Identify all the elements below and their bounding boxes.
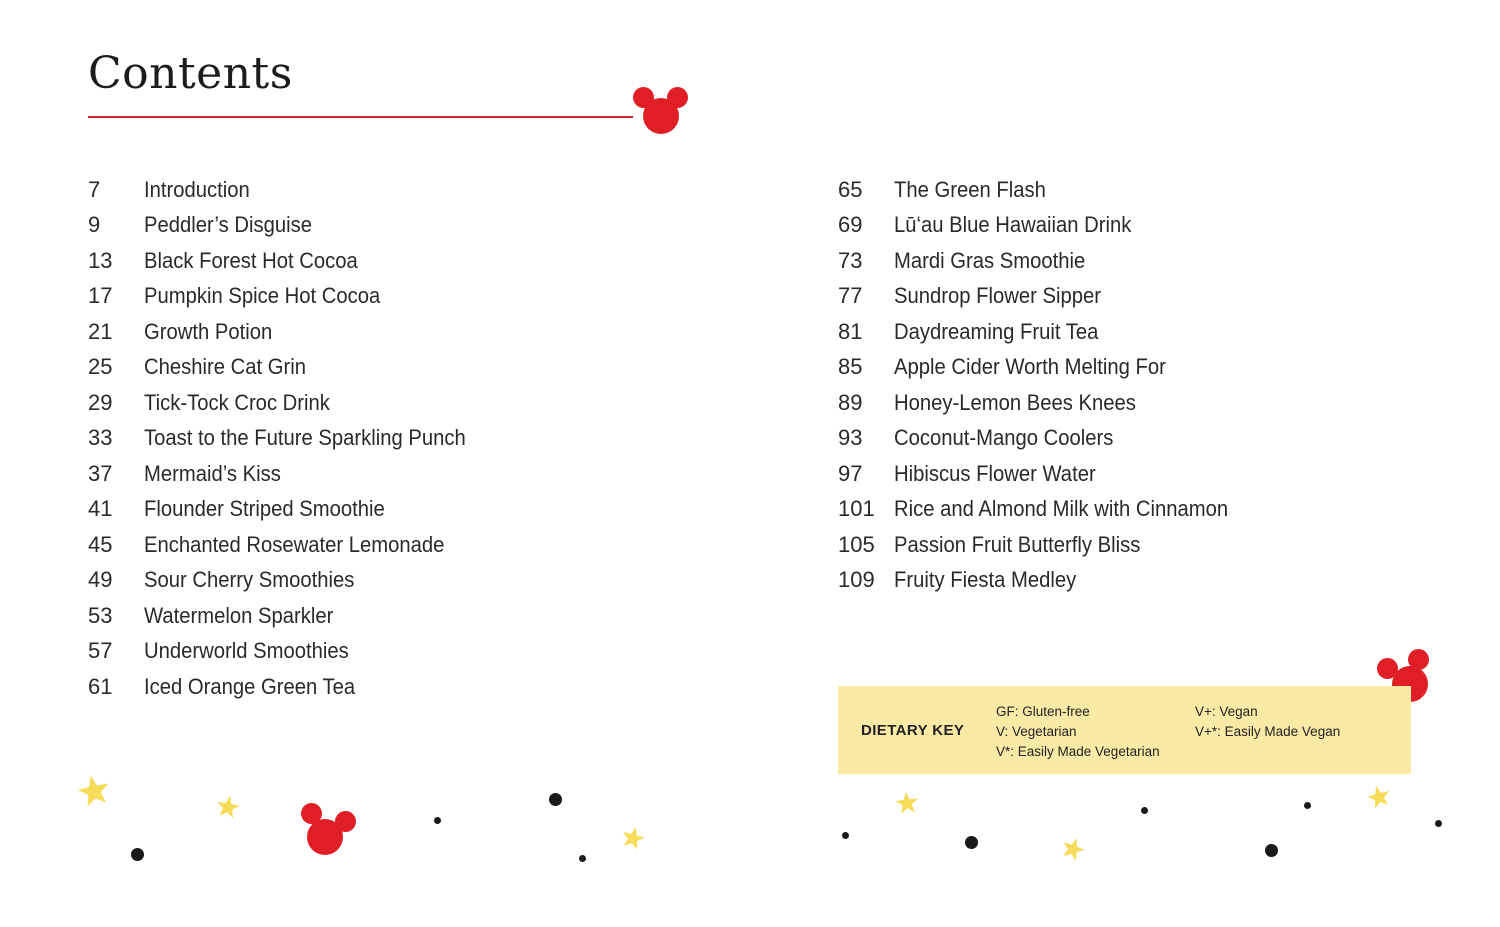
dietary-key-column <box>1195 702 1340 742</box>
toc-title: Fruity Fiesta Medley <box>894 567 1077 593</box>
toc-right-column <box>838 172 1257 598</box>
toc-title: Passion Fruit Butterfly Bliss <box>894 531 1141 557</box>
toc-title: Cheshire Cat Grin <box>144 354 306 380</box>
toc-title: Iced Orange Green Tea <box>144 673 356 699</box>
toc-entry[interactable] <box>88 279 494 315</box>
dot <box>131 848 144 861</box>
dot <box>1265 844 1278 857</box>
toc-entry[interactable] <box>838 492 1257 528</box>
toc-title: Sundrop Flower Sipper <box>894 283 1102 309</box>
toc-title: Apple Cider Worth Melting For <box>894 354 1166 380</box>
toc-entry[interactable] <box>838 208 1257 244</box>
toc-entry[interactable] <box>838 314 1257 350</box>
toc-title: Daydreaming Fruit Tea <box>894 318 1099 344</box>
toc-title: Tick-Tock Croc Drink <box>144 389 330 415</box>
dietary-key-item: GF: Gluten-free <box>996 704 1090 719</box>
toc-page-number: 61 <box>88 673 113 699</box>
toc-page-number: 81 <box>838 318 863 344</box>
toc-page-number: 25 <box>88 354 113 380</box>
toc-entry[interactable] <box>838 421 1257 457</box>
star-icon <box>1366 784 1392 810</box>
toc-page-number: 13 <box>88 247 113 273</box>
toc-title: The Green Flash <box>894 176 1046 202</box>
toc-page-number: 17 <box>88 283 113 309</box>
star-icon <box>215 794 241 820</box>
toc-title: Watermelon Sparkler <box>144 602 334 628</box>
dot <box>579 855 586 862</box>
star-icon <box>620 825 646 851</box>
toc-page-number: 97 <box>838 460 863 486</box>
toc-entry[interactable] <box>88 421 494 457</box>
toc-title: Flounder Striped Smoothie <box>144 496 385 522</box>
toc-entry[interactable] <box>838 456 1257 492</box>
toc-entry[interactable] <box>88 350 494 386</box>
toc-page-number: 69 <box>838 212 863 238</box>
toc-title: Mardi Gras Smoothie <box>894 247 1086 273</box>
dietary-key-box <box>838 686 1411 774</box>
dietary-key-item: V: Vegetarian <box>996 724 1077 739</box>
toc-title: Peddler’s Disguise <box>144 212 313 238</box>
dietary-key-item: V+*: Easily Made Vegan <box>1195 724 1341 739</box>
toc-left-column <box>88 172 494 705</box>
dietary-key-label: DIETARY KEY <box>861 722 965 739</box>
toc-page-number: 85 <box>838 354 863 380</box>
toc-page-number: 33 <box>88 425 113 451</box>
toc-title: Rice and Almond Milk with Cinnamon <box>894 496 1229 522</box>
title-rule <box>88 116 633 118</box>
toc-entry[interactable] <box>88 456 494 492</box>
dot <box>842 832 849 839</box>
toc-page-number: 101 <box>838 496 875 522</box>
toc-entry[interactable] <box>88 563 494 599</box>
toc-entry[interactable] <box>88 527 494 563</box>
toc-entry[interactable] <box>88 598 494 634</box>
toc-page-number: 53 <box>88 602 113 628</box>
toc-entry[interactable] <box>88 492 494 528</box>
dot <box>965 836 978 849</box>
toc-page-number: 21 <box>88 318 113 344</box>
dot <box>1304 802 1311 809</box>
toc-entry[interactable] <box>88 314 494 350</box>
dietary-key-item: V*: Easily Made Vegetarian <box>996 744 1160 759</box>
dot <box>1141 807 1148 814</box>
toc-entry[interactable] <box>88 208 494 244</box>
star-icon <box>1060 836 1086 862</box>
toc-page-number: 105 <box>838 531 875 557</box>
mouse-ears-icon <box>298 800 360 856</box>
toc-title: Growth Potion <box>144 318 273 344</box>
toc-entry[interactable] <box>88 669 494 705</box>
toc-entry[interactable] <box>838 279 1257 315</box>
toc-title: Lū‘au Blue Hawaiian Drink <box>894 212 1132 238</box>
toc-entry[interactable] <box>838 243 1257 279</box>
toc-page-number: 37 <box>88 460 113 486</box>
star-icon <box>76 773 112 809</box>
toc-page-number: 57 <box>88 638 113 664</box>
dietary-key-column <box>996 702 1160 762</box>
toc-title: Mermaid’s Kiss <box>144 460 281 486</box>
toc-page-number: 73 <box>838 247 863 273</box>
mouse-ears-icon <box>630 85 692 137</box>
toc-entry[interactable] <box>838 350 1257 386</box>
toc-page-number: 7 <box>88 176 101 202</box>
toc-entry[interactable] <box>838 385 1257 421</box>
toc-title: Honey-Lemon Bees Knees <box>894 389 1136 415</box>
toc-entry[interactable] <box>88 634 494 670</box>
toc-page-number: 9 <box>88 212 101 238</box>
toc-entry[interactable] <box>88 172 494 208</box>
toc-title: Hibiscus Flower Water <box>894 460 1096 486</box>
dot <box>1435 820 1442 827</box>
toc-page-number: 45 <box>88 531 113 557</box>
dot <box>549 793 562 806</box>
toc-page-number: 49 <box>88 567 113 593</box>
toc-title: Toast to the Future Sparkling Punch <box>144 425 466 451</box>
toc-entry[interactable] <box>838 527 1257 563</box>
toc-title: Coconut-Mango Coolers <box>894 425 1114 451</box>
toc-title: Enchanted Rosewater Lemonade <box>144 531 445 557</box>
toc-page-number: 89 <box>838 389 863 415</box>
toc-title: Introduction <box>144 176 250 202</box>
toc-entry[interactable] <box>88 385 494 421</box>
toc-title: Black Forest Hot Cocoa <box>144 247 358 273</box>
toc-title: Pumpkin Spice Hot Cocoa <box>144 283 381 309</box>
toc-page-number: 109 <box>838 567 875 593</box>
toc-page-number: 29 <box>88 389 113 415</box>
toc-entry[interactable] <box>838 563 1257 599</box>
star-icon <box>894 790 920 816</box>
toc-title: Sour Cherry Smoothies <box>144 567 355 593</box>
toc-page-number: 77 <box>838 283 863 309</box>
toc-entry[interactable] <box>88 243 494 279</box>
toc-page-number: 93 <box>838 425 863 451</box>
dot <box>434 817 441 824</box>
dietary-key-item: V+: Vegan <box>1195 704 1258 719</box>
toc-page-number: 65 <box>838 176 863 202</box>
toc-page-number: 41 <box>88 496 113 522</box>
toc-entry[interactable] <box>838 172 1257 208</box>
toc-title: Underworld Smoothies <box>144 638 349 664</box>
page-title: Contents <box>88 48 293 99</box>
